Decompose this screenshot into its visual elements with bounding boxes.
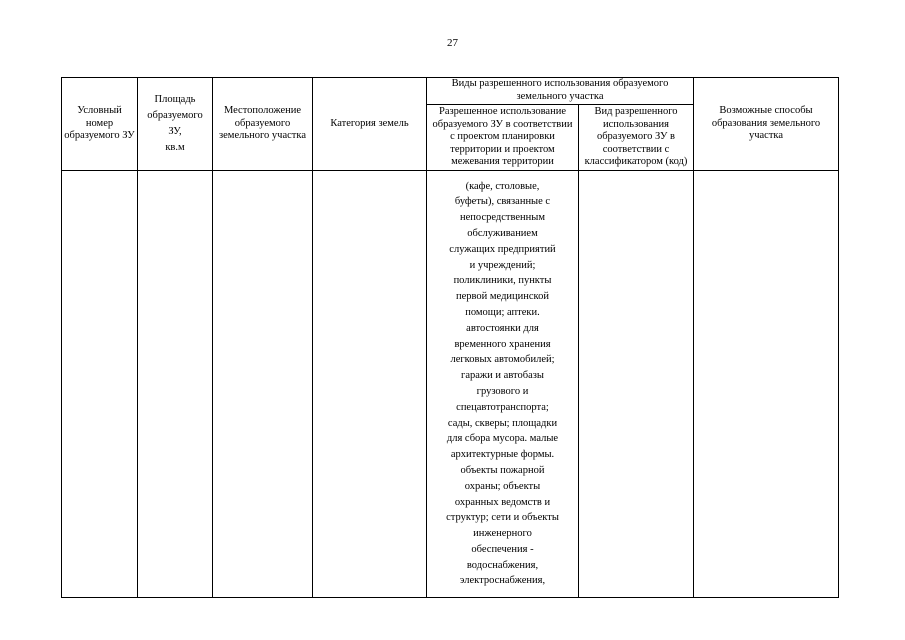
header-formation-methods: Возможные способы образования земельного участка xyxy=(694,78,839,171)
permitted-use-text: (кафе, столовые, буфеты), связанные с непосредственным обслуживанием служащих предприятий и учреждений; поликлиники, пункты первой медицинской помощи; аптеки. автостоянки для временного хранения легковых автомобилей; гаражи и автобазы грузового и спецавтотранспорта; сады, скверы; площадки для сбора мусора. малые архитектурные формы. объекты пожарной охраны; объекты охранных ведомств и структур; сети и объекты инженерного обеспечения - водоснабжения, электроснабжения, xyxy=(446,180,559,587)
table-header-row xyxy=(62,78,839,105)
header-land-category: Категория земель xyxy=(313,78,427,171)
cell-land-category xyxy=(313,170,427,597)
header-permitted-use-by-classifier: Вид разрешенного использования образуемого ЗУ в соответствии с классификатором (код) xyxy=(579,104,694,170)
header-permitted-use-by-project: Разрешенное использование образуемого ЗУ в соответствии с проектом планировки территории и проектом межевания территории xyxy=(427,104,579,170)
cell-permitted-use-by-classifier xyxy=(579,170,694,597)
header-lot-number: Условный номер образуемого ЗУ xyxy=(62,78,138,171)
cell-area xyxy=(138,170,213,597)
cell-formation-methods xyxy=(694,170,839,597)
land-plots-table xyxy=(61,77,839,598)
table-row xyxy=(62,170,839,597)
header-area-text: Площадь образуемого ЗУ, кв.м xyxy=(147,94,203,153)
header-location: Местоположение образуемого земельного участка xyxy=(213,78,313,171)
cell-permitted-use-by-project xyxy=(427,170,579,597)
page-number: 27 xyxy=(447,37,458,49)
header-permitted-use-group: Виды разрешенного использования образуемого земельного участка xyxy=(427,78,694,105)
cell-location xyxy=(213,170,313,597)
cell-lot-number xyxy=(62,170,138,597)
header-area xyxy=(138,78,213,171)
